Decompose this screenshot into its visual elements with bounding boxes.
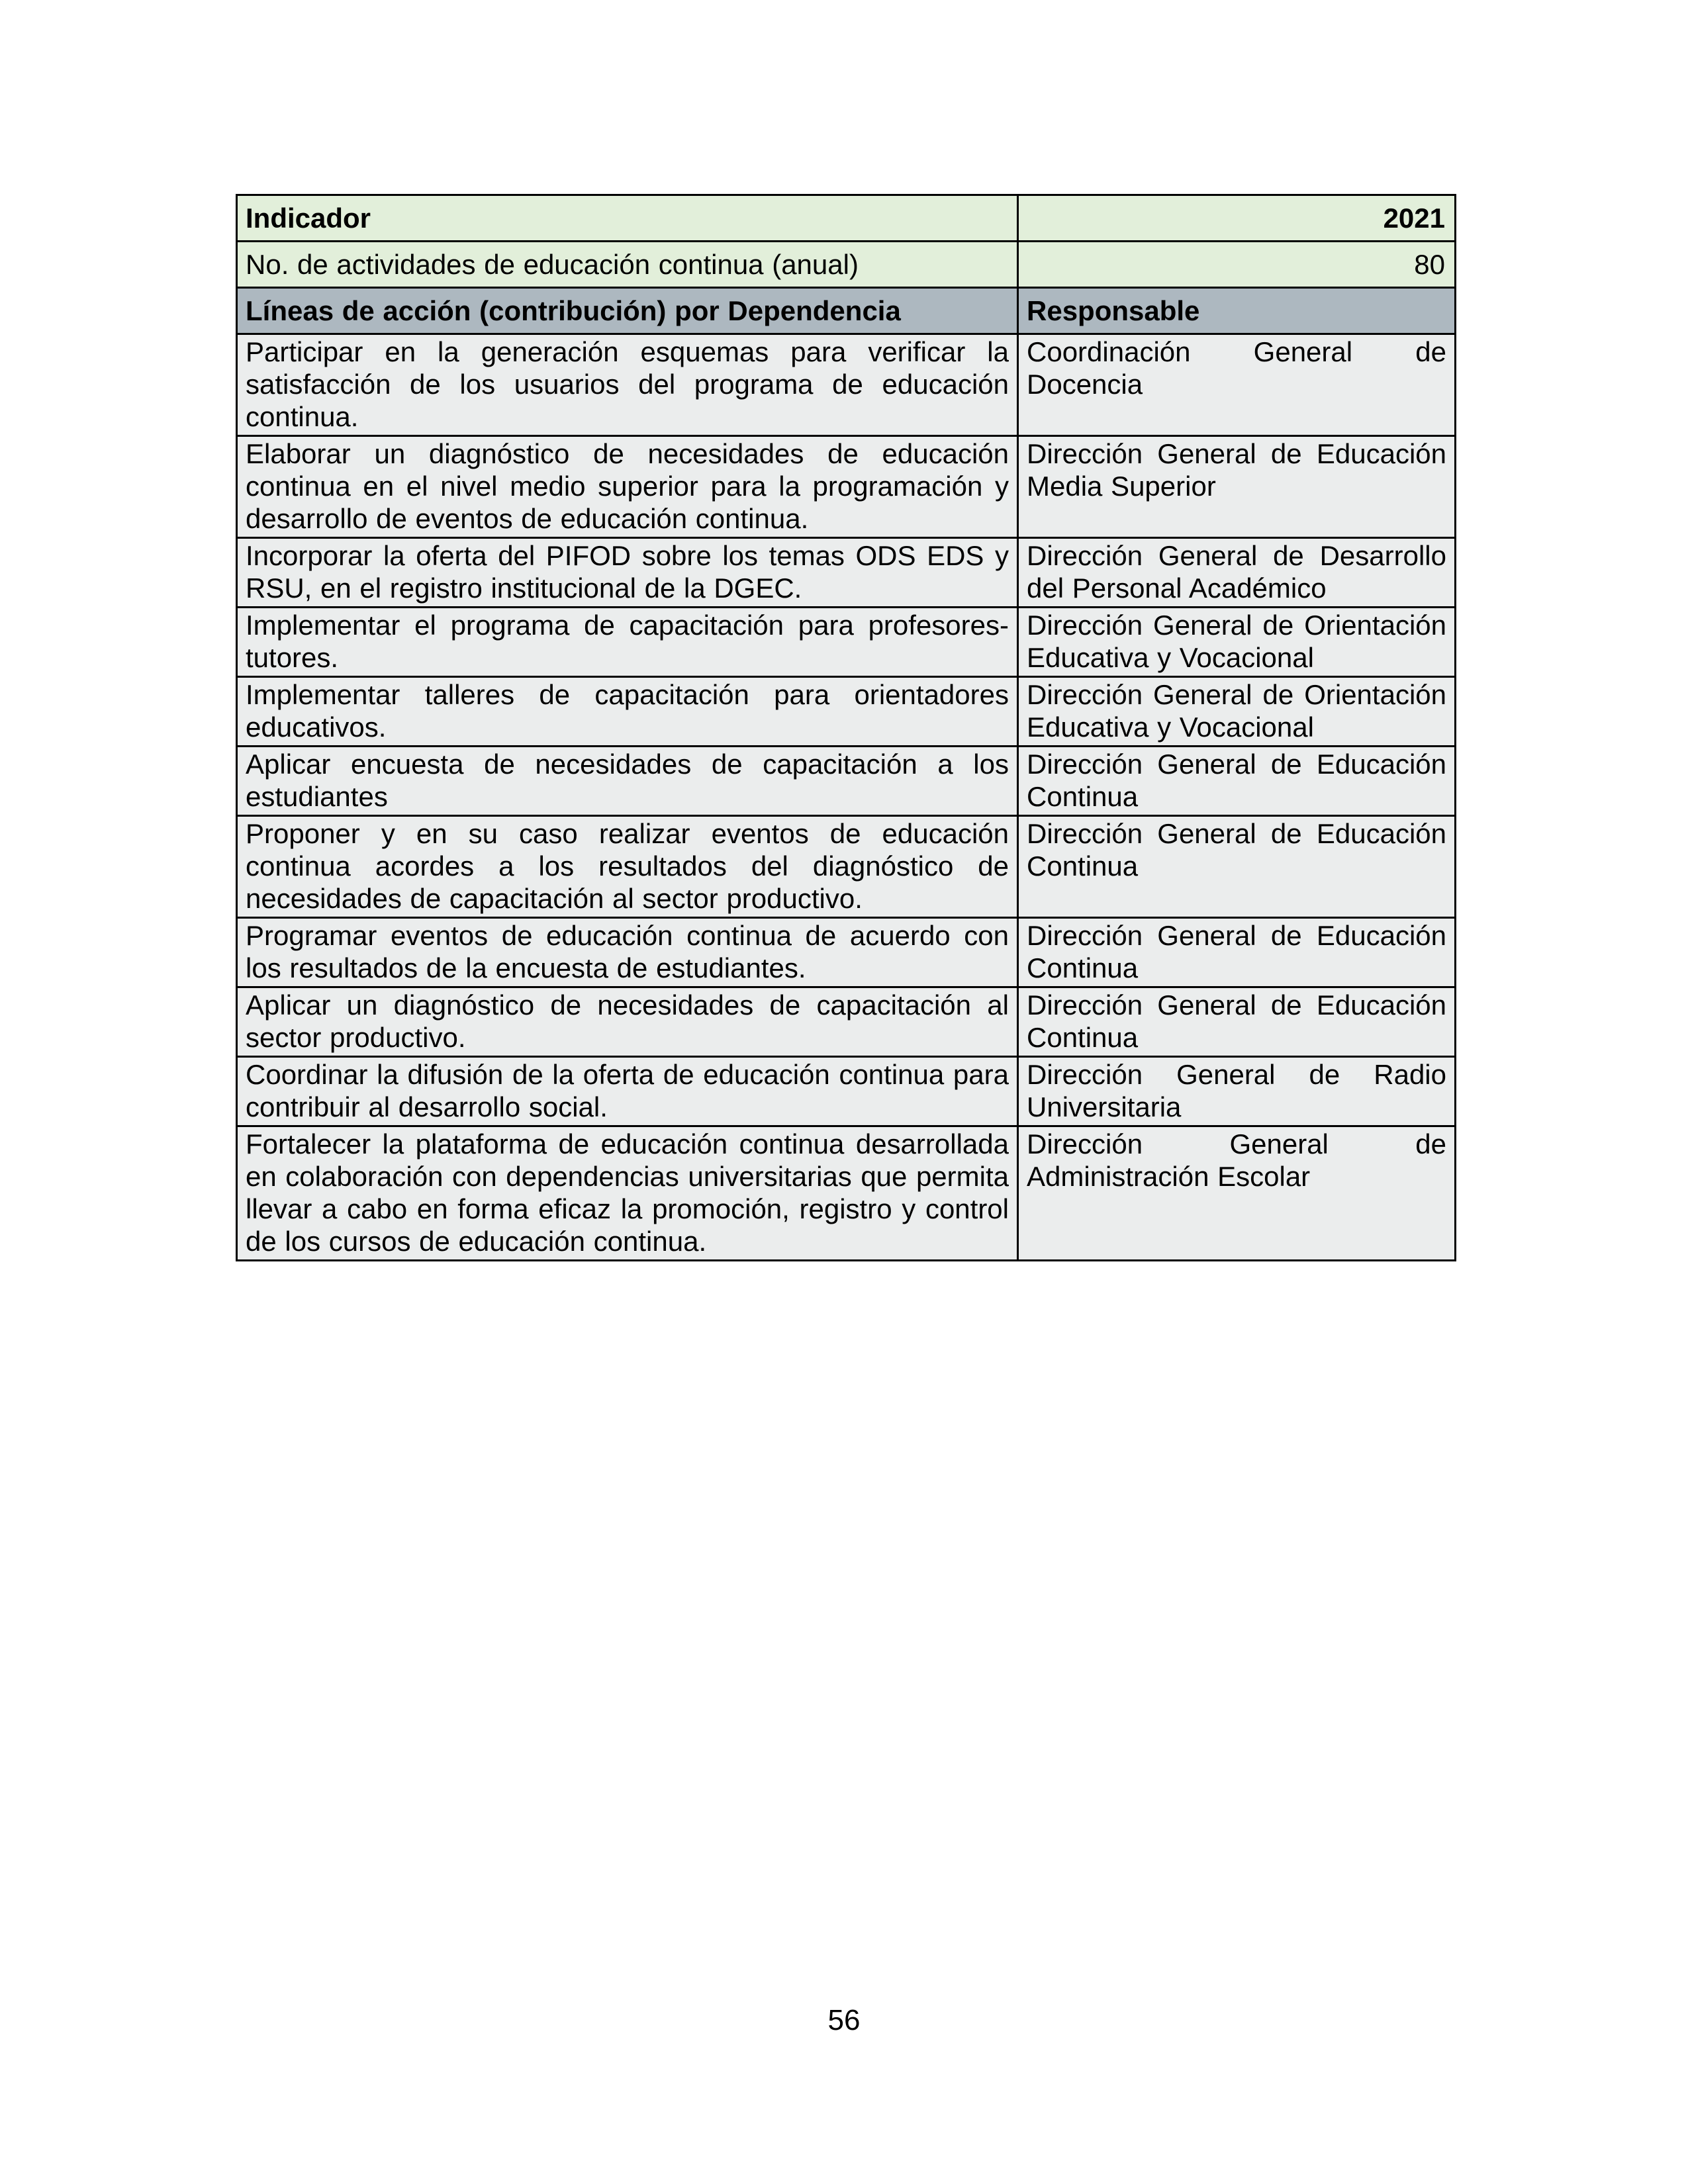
indicator-table	[236, 194, 1456, 1261]
section-header-row	[237, 288, 1456, 334]
action-cell: Programar eventos de educación continua de acuerdo con los resultados de la encuesta de estudiantes.	[237, 918, 1018, 987]
table-row	[237, 747, 1456, 816]
action-cell: Incorporar la oferta del PIFOD sobre los temas ODS EDS y RSU, en el registro institucional de la DGEC.	[237, 538, 1018, 608]
table-row	[237, 1057, 1456, 1126]
indicator-header-cell: Indicador	[237, 195, 1018, 242]
action-cell: Participar en la generación esquemas para verificar la satisfacción de los usuarios del programa de educación continua.	[237, 334, 1018, 436]
action-cell: Elaborar un diagnóstico de necesidades de educación continua en el nivel medio superior para la programación y desarrollo de eventos de educación continua.	[237, 436, 1018, 538]
table-row	[237, 538, 1456, 608]
responsible-cell: Dirección General de Educación Continua	[1018, 747, 1456, 816]
action-cell: Proponer y en su caso realizar eventos de educación continua acordes a los resultados del diagnóstico de necesidades de capacitación al sector productivo.	[237, 816, 1018, 918]
responsible-cell: Dirección General de Desarrollo del Personal Académico	[1018, 538, 1456, 608]
responsible-cell: Coordinación General de Docencia	[1018, 334, 1456, 436]
action-cell: Fortalecer la plataforma de educación continua desarrollada en colaboración con dependencias universitarias que permita llevar a cabo en forma eficaz la promoción, registro y control de los cursos de educación continua.	[237, 1126, 1018, 1261]
responsible-cell: Dirección General de Educación Continua	[1018, 816, 1456, 918]
table-row	[237, 677, 1456, 747]
lines-of-action-header-cell: Líneas de acción (contribución) por Dependencia	[237, 288, 1018, 334]
table-row	[237, 1126, 1456, 1261]
page-number: 56	[827, 2004, 861, 2036]
action-cell: Coordinar la difusión de la oferta de educación continua para contribuir al desarrollo social.	[237, 1057, 1018, 1126]
indicator-value-cell: 80	[1018, 242, 1456, 288]
responsible-cell: Dirección General de Educación Continua	[1018, 987, 1456, 1057]
responsible-cell: Dirección General de Orientación Educativa y Vocacional	[1018, 608, 1456, 677]
responsible-cell: Dirección General de Administración Escolar	[1018, 1126, 1456, 1261]
table-row	[237, 608, 1456, 677]
action-cell: Aplicar un diagnóstico de necesidades de capacitación al sector productivo.	[237, 987, 1018, 1057]
responsible-cell: Dirección General de Educación Continua	[1018, 918, 1456, 987]
table-row	[237, 436, 1456, 538]
indicator-value-row	[237, 242, 1456, 288]
responsible-header-cell: Responsable	[1018, 288, 1456, 334]
responsible-cell: Dirección General de Orientación Educativa y Vocacional	[1018, 677, 1456, 747]
year-header-cell: 2021	[1018, 195, 1456, 242]
table-row	[237, 987, 1456, 1057]
table-row	[237, 334, 1456, 436]
action-cell: Implementar talleres de capacitación para orientadores educativos.	[237, 677, 1018, 747]
indicator-header-row	[237, 195, 1456, 242]
responsible-cell: Dirección General de Educación Media Superior	[1018, 436, 1456, 538]
indicator-item-cell: No. de actividades de educación continua (anual)	[237, 242, 1018, 288]
responsible-cell: Dirección General de Radio Universitaria	[1018, 1057, 1456, 1126]
action-cell: Aplicar encuesta de necesidades de capacitación a los estudiantes	[237, 747, 1018, 816]
table-row	[237, 816, 1456, 918]
table-row	[237, 918, 1456, 987]
action-cell: Implementar el programa de capacitación para profesores-tutores.	[237, 608, 1018, 677]
